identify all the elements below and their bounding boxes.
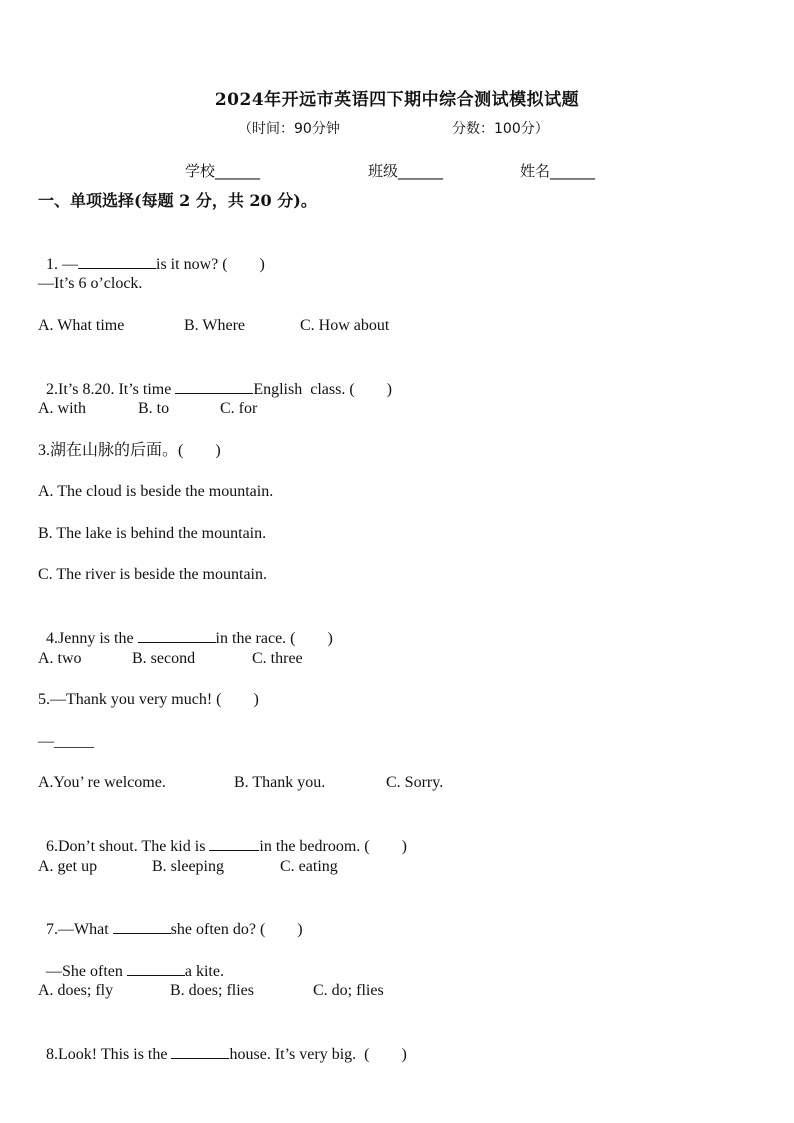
question-7-prefix: 7.—What <box>46 921 113 938</box>
option-c[interactable]: C. eating <box>280 858 338 875</box>
question-1 <box>38 233 265 275</box>
option-b[interactable]: B. Thank you. <box>234 774 326 791</box>
answer-blank[interactable] <box>171 1043 229 1059</box>
question-8-suffix: house. It’s very big. ( ) <box>229 1046 407 1063</box>
question-6 <box>38 815 407 857</box>
exam-time: （时间：90分钟 <box>238 121 340 137</box>
class-field[interactable]: 班级______ <box>368 162 444 180</box>
option-b[interactable]: B. second <box>132 650 196 667</box>
option-a[interactable]: A. with <box>38 400 86 417</box>
question-2 <box>38 358 392 400</box>
answer-blank[interactable] <box>209 835 259 851</box>
option-a[interactable]: A.You’ re welcome. <box>38 774 166 791</box>
section-heading: 一、单项选择(每题 2 分，共 20 分)。 <box>38 191 317 210</box>
question-2-prefix: 2.It’s 8.20. It’s time <box>46 381 176 398</box>
question-1-answer: —It’s 6 o’clock. <box>38 275 143 292</box>
question-7-answer-prefix: —She often <box>46 963 127 980</box>
question-7-suffix: she often do? ( ) <box>170 921 303 938</box>
question-3: 3.湖在山脉的后面。( ) <box>38 442 221 459</box>
option-b[interactable]: B. The lake is behind the mountain. <box>38 525 267 542</box>
option-a[interactable]: A. The cloud is beside the mountain. <box>38 483 274 500</box>
exam-score: 分数：100分） <box>452 121 549 137</box>
question-6-prefix: 6.Don’t shout. The kid is <box>46 838 210 855</box>
option-c[interactable]: C. The river is beside the mountain. <box>38 566 267 583</box>
option-c[interactable]: C. Sorry. <box>386 774 444 791</box>
name-field[interactable]: 姓名______ <box>520 162 596 180</box>
option-c[interactable]: C. three <box>252 650 303 667</box>
question-7-answer <box>38 940 224 982</box>
option-a[interactable]: A. two <box>38 650 82 667</box>
option-c[interactable]: C. do; flies <box>313 982 384 999</box>
option-b[interactable]: B. sleeping <box>152 858 224 875</box>
option-a[interactable]: A. does; fly <box>38 982 114 999</box>
question-2-suffix: English class. ( ) <box>253 381 392 398</box>
option-b[interactable]: B. to <box>138 400 170 417</box>
question-4 <box>38 607 333 649</box>
answer-blank[interactable] <box>113 918 171 934</box>
question-5: 5.—Thank you very much! ( ) <box>38 691 259 708</box>
question-6-suffix: in the bedroom. ( ) <box>259 838 407 855</box>
option-a[interactable]: A. get up <box>38 858 98 875</box>
question-4-suffix: in the race. ( ) <box>215 630 333 647</box>
question-1-prefix: 1. — <box>46 256 78 273</box>
question-7 <box>38 898 303 940</box>
question-1-suffix: is it now? ( ) <box>156 256 265 273</box>
question-7-answer-suffix: a kite. <box>184 963 224 980</box>
answer-blank[interactable] <box>127 960 185 976</box>
answer-blank[interactable] <box>175 378 253 394</box>
answer-blank[interactable] <box>78 253 156 269</box>
option-c[interactable]: C. for <box>220 400 258 417</box>
option-c[interactable]: C. How about <box>300 317 390 334</box>
option-b[interactable]: B. Where <box>184 317 246 334</box>
answer-blank[interactable] <box>138 627 216 643</box>
question-8 <box>38 1023 407 1065</box>
exam-title: 2024年开远市英语四下期中综合测试模拟试题 <box>214 90 580 110</box>
question-5-answer: —_____ <box>38 733 94 750</box>
option-b[interactable]: B. does; flies <box>170 982 254 999</box>
option-a[interactable]: A. What time <box>38 317 125 334</box>
question-4-prefix: 4.Jenny is the <box>46 630 138 647</box>
school-field[interactable]: 学校______ <box>185 162 261 180</box>
question-8-prefix: 8.Look! This is the <box>46 1046 172 1063</box>
